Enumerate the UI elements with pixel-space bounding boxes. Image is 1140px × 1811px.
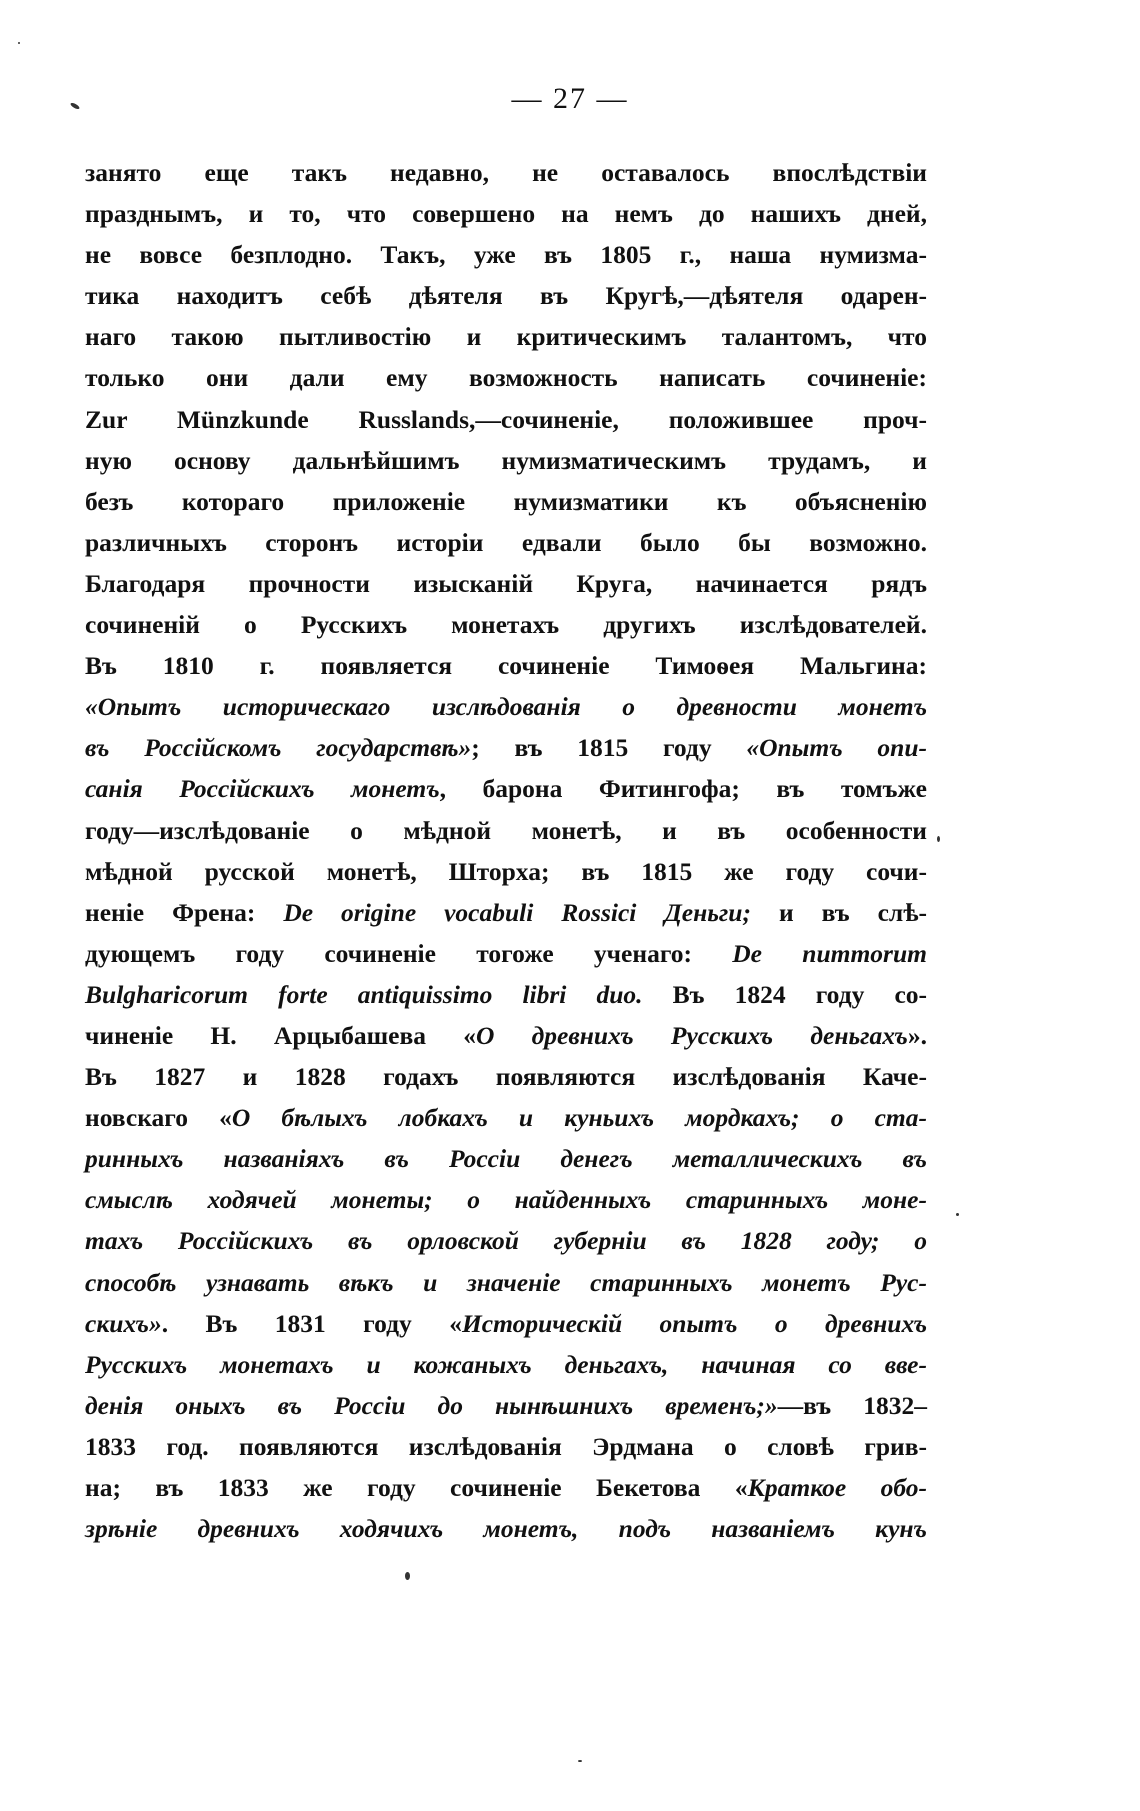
scan-speck [956,1213,959,1216]
italic-title-segment: О бѣлыхъ лобкахъ и куньихъ мордкахъ; о ста- [231,1103,927,1133]
text-line [85,152,927,193]
text-line [85,440,927,481]
italic-title-segment: въ Россійскомъ государствѣ» [85,733,472,763]
text-segment: празднымъ, и то, что совершено на немъ до нашихъ дней, [85,199,927,229]
text-segment: чиненіе Н. Арцыбашева « [85,1020,476,1050]
text-line [85,851,927,892]
text-line [85,522,927,563]
text-line [85,563,927,604]
text-line [85,768,927,809]
text-line [85,275,927,316]
text-segment: ную основу дальнѣйшимъ нумизматическимъ трудамъ, и [85,445,927,475]
text-segment: мѣдной русской монетѣ, Шторха; въ 1815 же году сочи- [85,856,927,886]
italic-title-segment: денія оныхъ въ Россіи до нынѣшнихъ временъ;» [85,1390,778,1420]
italic-title-segment: О древнихъ Русскихъ деньгахъ [475,1020,908,1050]
text-segment: и въ слѣ- [751,897,927,927]
text-line [85,1303,927,1344]
text-line [85,645,927,686]
scan-speck [937,836,940,842]
italic-title-segment: зрѣніе древнихъ ходячихъ монетъ, подъ названіемъ кунъ [85,1514,927,1544]
text-segment: , барона Фитингофа; въ томъже [439,774,928,804]
italic-title-segment: способѣ узнавать вѣкъ и значеніе старинныхъ монетъ Рус- [85,1267,927,1297]
text-segment: . Въ 1831 году « [161,1308,462,1338]
text-segment: неніе Френа: [85,897,284,927]
italic-title-segment: Краткое обо- [747,1473,928,1502]
text-line [85,481,927,522]
scan-speck [405,1572,410,1580]
text-segment: 1833 год. появляются изслѣдованія Эрдмана о словѣ грив- [85,1431,927,1461]
text-line [85,1262,927,1303]
text-line [85,727,927,768]
text-segment: наго такою пытливостію и критическимъ талантомъ, что [85,322,927,352]
text-line [85,686,927,727]
text-line [85,1426,927,1467]
text-line [85,1056,927,1097]
text-line [85,1344,927,1385]
italic-title-segment: ринныхъ названіяхъ въ Россіи денегъ металлическихъ въ [85,1144,927,1174]
italic-title-segment: Русскихъ монетахъ и кожаныхъ деньгахъ, начиная со вве- [85,1349,927,1379]
text-segment: новскаго « [85,1103,232,1133]
scan-speck [578,1760,582,1762]
text-line [85,1385,927,1426]
text-segment: на; въ 1833 же году сочиненіе Бекетова « [85,1473,748,1502]
text-line [85,316,927,357]
text-line [85,892,927,933]
text-line [85,1179,927,1220]
text-line [85,1097,927,1138]
text-line [85,810,927,851]
italic-title-segment: «Опытъ историческаго изслѣдованія о древности монетъ [85,692,927,722]
text-segment: безъ котораго приложеніе нумизматики къ объясненію [85,486,927,516]
text-line [85,1508,927,1549]
text-segment: —въ 1832– [777,1390,927,1420]
italic-title-segment: Bulgharicorum forte antiquissimo libri duo. [85,979,643,1009]
text-segment: дующемъ году сочиненіе тогоже ученаго: [85,938,733,968]
italic-title-segment: смыслѣ ходячей монеты; о найденныхъ старинныхъ моне- [85,1185,927,1215]
text-segment: Въ 1810 г. появляется сочиненіе Тимоѳея Мальгина: [85,651,927,681]
scan-speck [18,42,20,44]
text-segment: году—изслѣдованіе о мѣдной монетѣ, и въ особенности [85,815,927,845]
text-segment: Въ 1827 и 1828 годахъ появляются изслѣдованія Каче- [85,1062,927,1092]
text-line [85,193,927,234]
text-segment: только они дали ему возможность написать сочиненіе: [85,363,927,393]
text-line [85,974,927,1015]
text-segment: Въ 1824 году со- [642,979,927,1009]
text-segment: различныхъ сторонъ исторіи едвали было бы возможно. [85,527,927,557]
text-line [85,604,927,645]
text-line [85,1220,927,1261]
italic-title-segment: тахъ Россійскихъ въ орловской губерніи въ 1828 году; о [85,1226,927,1256]
text-line [85,357,927,398]
italic-title-segment: Историческій опытъ о древнихъ [461,1308,928,1338]
italic-title-segment: скихъ» [85,1308,162,1338]
text-line [85,234,927,275]
italic-title-segment: «Опытъ опи- [746,733,927,763]
italic-title-segment: санія Россійскихъ монетъ [85,774,440,804]
italic-title-segment: De nummorum [732,938,927,968]
text-line [85,1138,927,1179]
text-segment: тика находитъ себѣ дѣятеля въ Кругѣ,—дѣятеля одарен- [85,281,927,311]
page-number: — 27 — [511,82,629,115]
italic-title-segment: De origine vocabuli Rossici Деньги; [283,897,751,927]
text-line [85,933,927,974]
text-line [85,399,927,440]
body-text [85,152,927,1549]
text-segment: Благодаря прочности изысканій Круга, начинается рядъ [85,568,927,598]
text-segment: Zur Münzkunde Russlands,—сочиненіе, положившее проч- [85,404,927,434]
text-segment: ». [907,1020,927,1050]
text-line [85,1015,927,1056]
text-segment: ; въ 1815 году [471,733,747,763]
text-segment: не вовсе безплодно. Такъ, уже въ 1805 г., наша нумизма- [85,240,927,270]
text-segment: сочиненій о Русскихъ монетахъ другихъ изслѣдователей. [85,610,927,640]
text-line [85,1467,927,1508]
text-segment: занято еще такъ недавно, не оставалось впослѣдствіи [85,158,927,187]
